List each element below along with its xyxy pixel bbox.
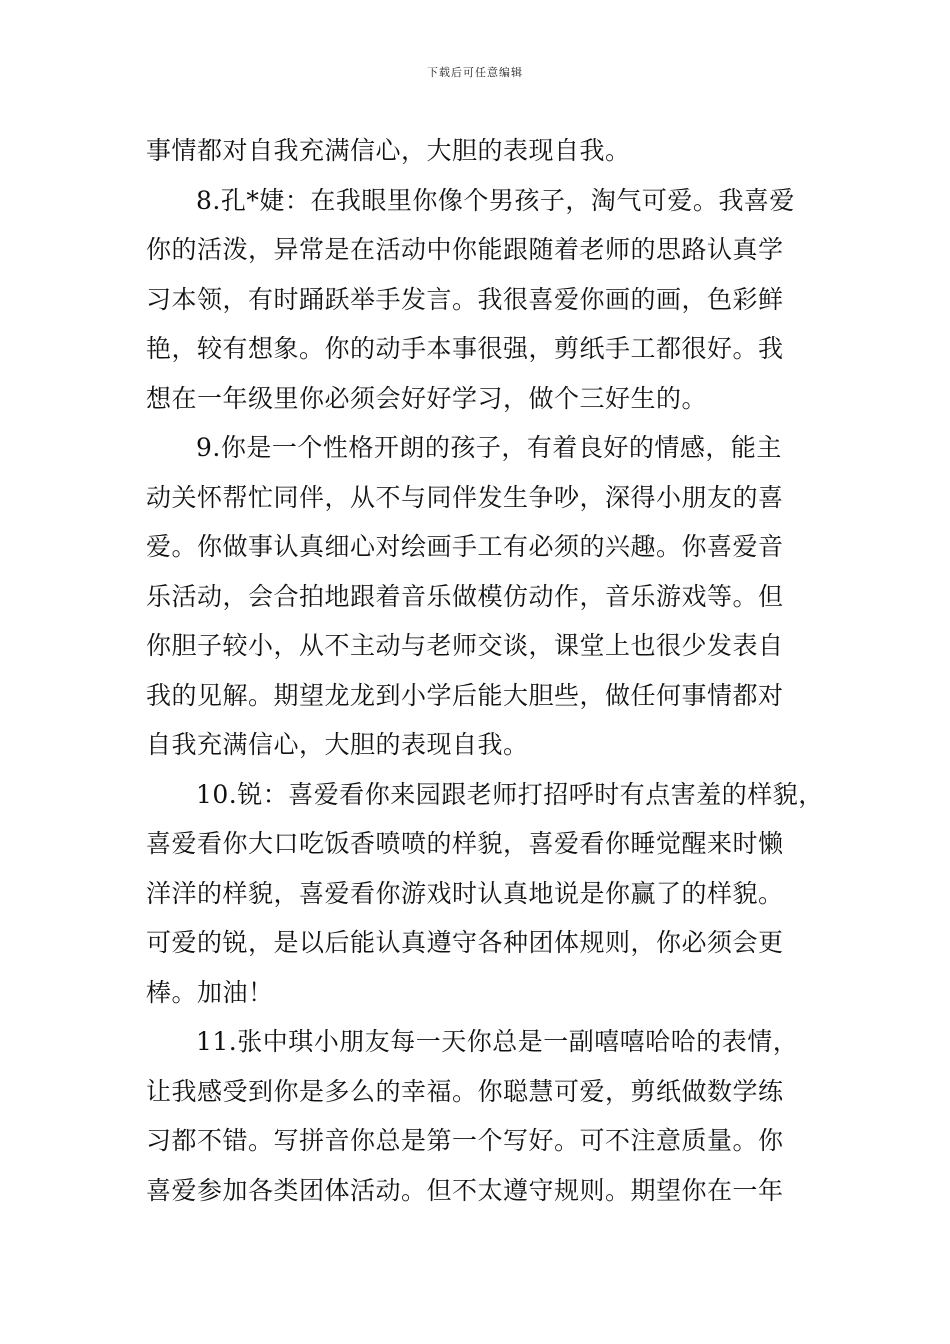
text-line: 乐活动，会合拍地跟着音乐做模仿动作，音乐游戏等。但: [146, 581, 784, 611]
text-line: 11.张中琪小朋友每一天你总是一副嘻嘻哈哈的表情，: [196, 1027, 799, 1056]
text-line: 动关怀帮忙同伴，从不与同伴发生争吵，深得小朋友的喜: [146, 482, 784, 512]
text-line: 你的活泼，异常是在活动中你能跟随着老师的思路认真学: [146, 235, 784, 264]
text-line: 你胆子较小，从不主动与老师交谈，课堂上也很少发表自: [146, 631, 784, 660]
text-line: 习本领，有时踊跃举手发言。我很喜爱你画的画，色彩鲜: [146, 284, 784, 314]
text-line: 艳，较有想象。你的动手本事很强，剪纸手工都很好。我: [146, 334, 784, 363]
text-line: 自我充满信心，大胆的表现自我。: [146, 730, 529, 759]
page-header: 下载后可任意编辑: [427, 66, 523, 79]
text-line: 习都不错。写拼音你总是第一个写好。可不注意质量。你: [146, 1126, 784, 1155]
text-line: 棒。加油！: [146, 977, 274, 1007]
text-line: 10.锐：喜爱看你来园跟老师打招呼时有点害羞的样貌，: [196, 779, 824, 809]
text-line: 喜爱参加各类团体活动。但不太遵守规则。期望你在一年: [146, 1175, 784, 1205]
text-line: 8.孔*婕：在我眼里你像个男孩子，淘气可爱。我喜爱: [196, 185, 795, 215]
text-line: 让我感受到你是多么的幸福。你聪慧可爱，剪纸做数学练: [146, 1076, 784, 1106]
text-line: 我的见解。期望龙龙到小学后能大胆些，做任何事情都对: [146, 680, 784, 710]
text-line: 洋洋的样貌，喜爱看你游戏时认真地说是你赢了的样貌。: [146, 878, 784, 908]
document-body: [146, 126, 824, 1215]
text-line: 爱。你做事认真细心对绘画手工有必须的兴趣。你喜爱音: [146, 532, 784, 561]
text-line: 可爱的锐，是以后能认真遵守各种团体规则，你必须会更: [146, 928, 784, 957]
text-line: 事情都对自我充满信心，大胆的表现自我。: [146, 136, 631, 165]
text-line: 9.你是一个性格开朗的孩子，有着良好的情感，能主: [196, 433, 782, 462]
text-line: 喜爱看你大口吃饭香喷喷的样貌，喜爱看你睡觉醒来时懒: [146, 829, 784, 858]
text-line: 想在一年级里你必须会好好学习，做个三好生的。: [146, 383, 708, 413]
